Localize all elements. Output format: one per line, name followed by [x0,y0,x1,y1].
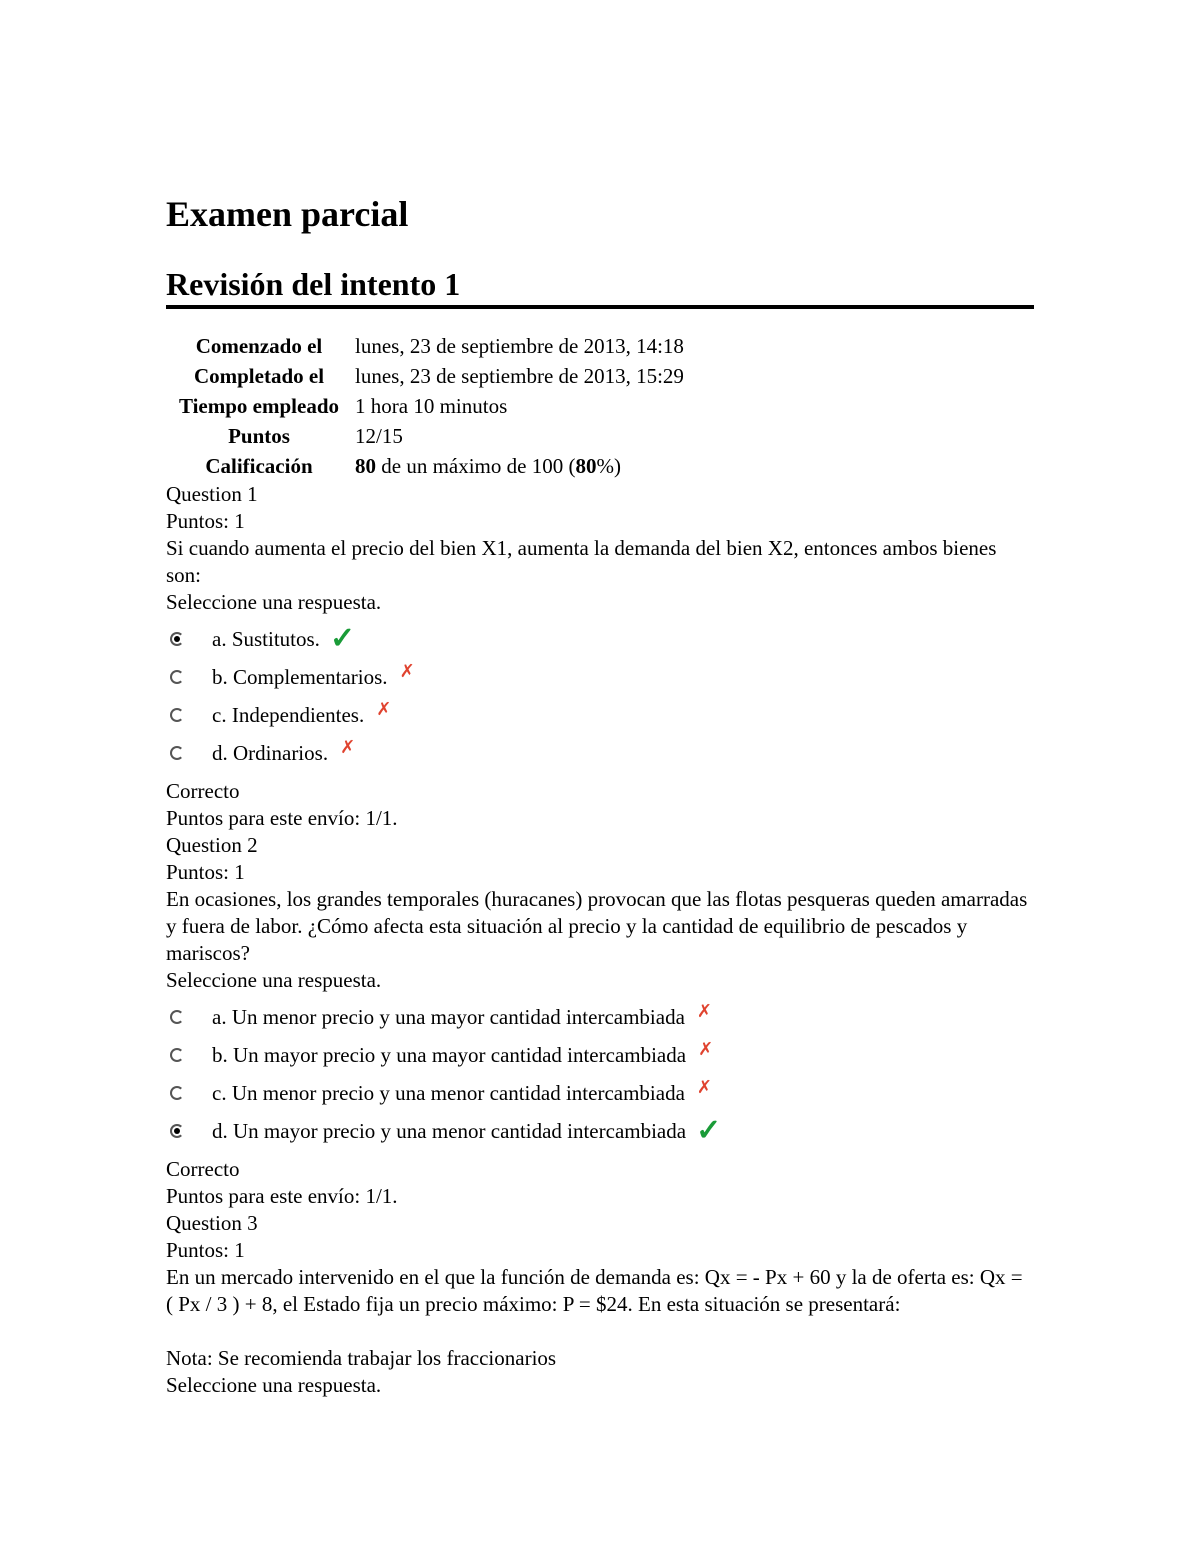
option-label: c. Independientes. [212,702,365,727]
attempt-summary-table [166,331,684,481]
question-text: En ocasiones, los grandes temporales (huracanes) provocan que las flotas pesqueras queden amarradas y fuera de labor. ¿Cómo afecta esta situación al precio y la cantidad de equilibrio de pescados y mariscos? [166,887,1028,965]
question-1 [166,481,1034,832]
answer-option[interactable] [166,1112,1034,1150]
answer-option[interactable] [166,1036,1034,1074]
option-label: a. Sustitutos. [212,626,320,651]
summary-row-time [166,391,684,421]
question-heading: Question 2 [166,833,258,857]
question-result: Correcto [166,1157,240,1181]
answer-prompt: Seleccione una respuesta. [166,968,382,992]
option-label: c. Un menor precio y una menor cantidad intercambiada [212,1080,685,1105]
time-label: Tiempo empleado [178,394,340,418]
question-3 [166,1210,1034,1399]
grade-mid-text: de un máximo de 100 ( [376,454,576,478]
radio-icon[interactable] [170,670,184,684]
spacer [166,1318,1034,1345]
answer-option[interactable] [166,620,1034,658]
cross-icon: ✗ [340,736,356,757]
radio-selected-icon[interactable] [170,1124,184,1138]
answer-option[interactable] [166,696,1034,734]
question-points: Puntos: 1 [166,509,245,533]
summary-row-started [166,331,684,361]
question-2 [166,832,1034,1210]
question-note: Nota: Se recomienda trabajar los fraccionarios [166,1346,557,1370]
grade-label: Calificación [205,454,313,478]
question-score: Puntos para este envío: 1/1. [166,806,398,830]
option-label: a. Un menor precio y una mayor cantidad intercambiada [212,1004,685,1029]
answer-option[interactable] [166,658,1034,696]
summary-row-points [166,421,684,451]
check-icon: ✓ [696,1114,722,1147]
question-score: Puntos para este envío: 1/1. [166,1184,398,1208]
radio-selected-icon[interactable] [170,632,184,646]
option-label: b. Un mayor precio y una mayor cantidad intercambiada [212,1042,687,1067]
radio-icon[interactable] [170,746,184,760]
cross-icon: ✗ [399,660,415,681]
cross-icon: ✗ [376,698,392,719]
radio-icon[interactable] [170,1010,184,1024]
check-icon: ✓ [329,622,356,655]
radio-icon[interactable] [170,1086,184,1100]
questions [166,481,1034,1399]
question-points: Puntos: 1 [166,860,245,884]
cross-icon: ✗ [696,1000,712,1021]
answer-options [166,620,1034,772]
cross-icon: ✗ [698,1038,714,1059]
points-label: Puntos [228,424,290,448]
page-title: Examen parcial [166,194,409,234]
grade-value [352,451,684,481]
question-text: En un mercado intervenido en el que la función de demanda es: Qx = - Px + 60 y la de oferta es: Qx = ( Px / 3 ) + 8, el Estado fija un precio máximo: P = $24. En esta situación se presentará: [166,1265,1023,1316]
question-heading: Question 3 [166,1211,258,1235]
option-label: d. Ordinarios. [212,740,329,765]
option-label: b. Complementarios. [212,664,388,689]
question-result: Correcto [166,779,240,803]
answer-prompt: Seleccione una respuesta. [166,1373,382,1397]
completed-value: lunes, 23 de septiembre de 2013, 15:29 [355,364,684,388]
grade-score: 80 [355,454,376,478]
summary-row-completed [166,361,684,391]
started-value: lunes, 23 de septiembre de 2013, 14:18 [355,334,684,358]
started-label: Comenzado el [195,334,323,358]
time-value: 1 hora 10 minutos [355,394,508,418]
answer-option[interactable] [166,1074,1034,1112]
option-label: d. Un mayor precio y una menor cantidad intercambiada [212,1118,687,1143]
attempt-review-heading: Revisión del intento 1 [166,264,1034,309]
answer-options [166,998,1034,1150]
points-value: 12/15 [355,424,403,448]
radio-icon[interactable] [170,708,184,722]
question-points: Puntos: 1 [166,1238,245,1262]
answer-prompt: Seleccione una respuesta. [166,590,382,614]
answer-option[interactable] [166,734,1034,772]
grade-percent: 80 [575,454,597,478]
radio-icon[interactable] [170,1048,184,1062]
cross-icon: ✗ [696,1076,712,1097]
summary-row-grade [166,451,684,481]
completed-label: Completado el [193,364,325,388]
question-text: Si cuando aumenta el precio del bien X1, aumenta la demanda del bien X2, entonces ambos bienes son: [166,536,997,587]
grade-end-text: %) [596,454,621,478]
question-heading: Question 1 [166,482,258,506]
answer-option[interactable] [166,998,1034,1036]
